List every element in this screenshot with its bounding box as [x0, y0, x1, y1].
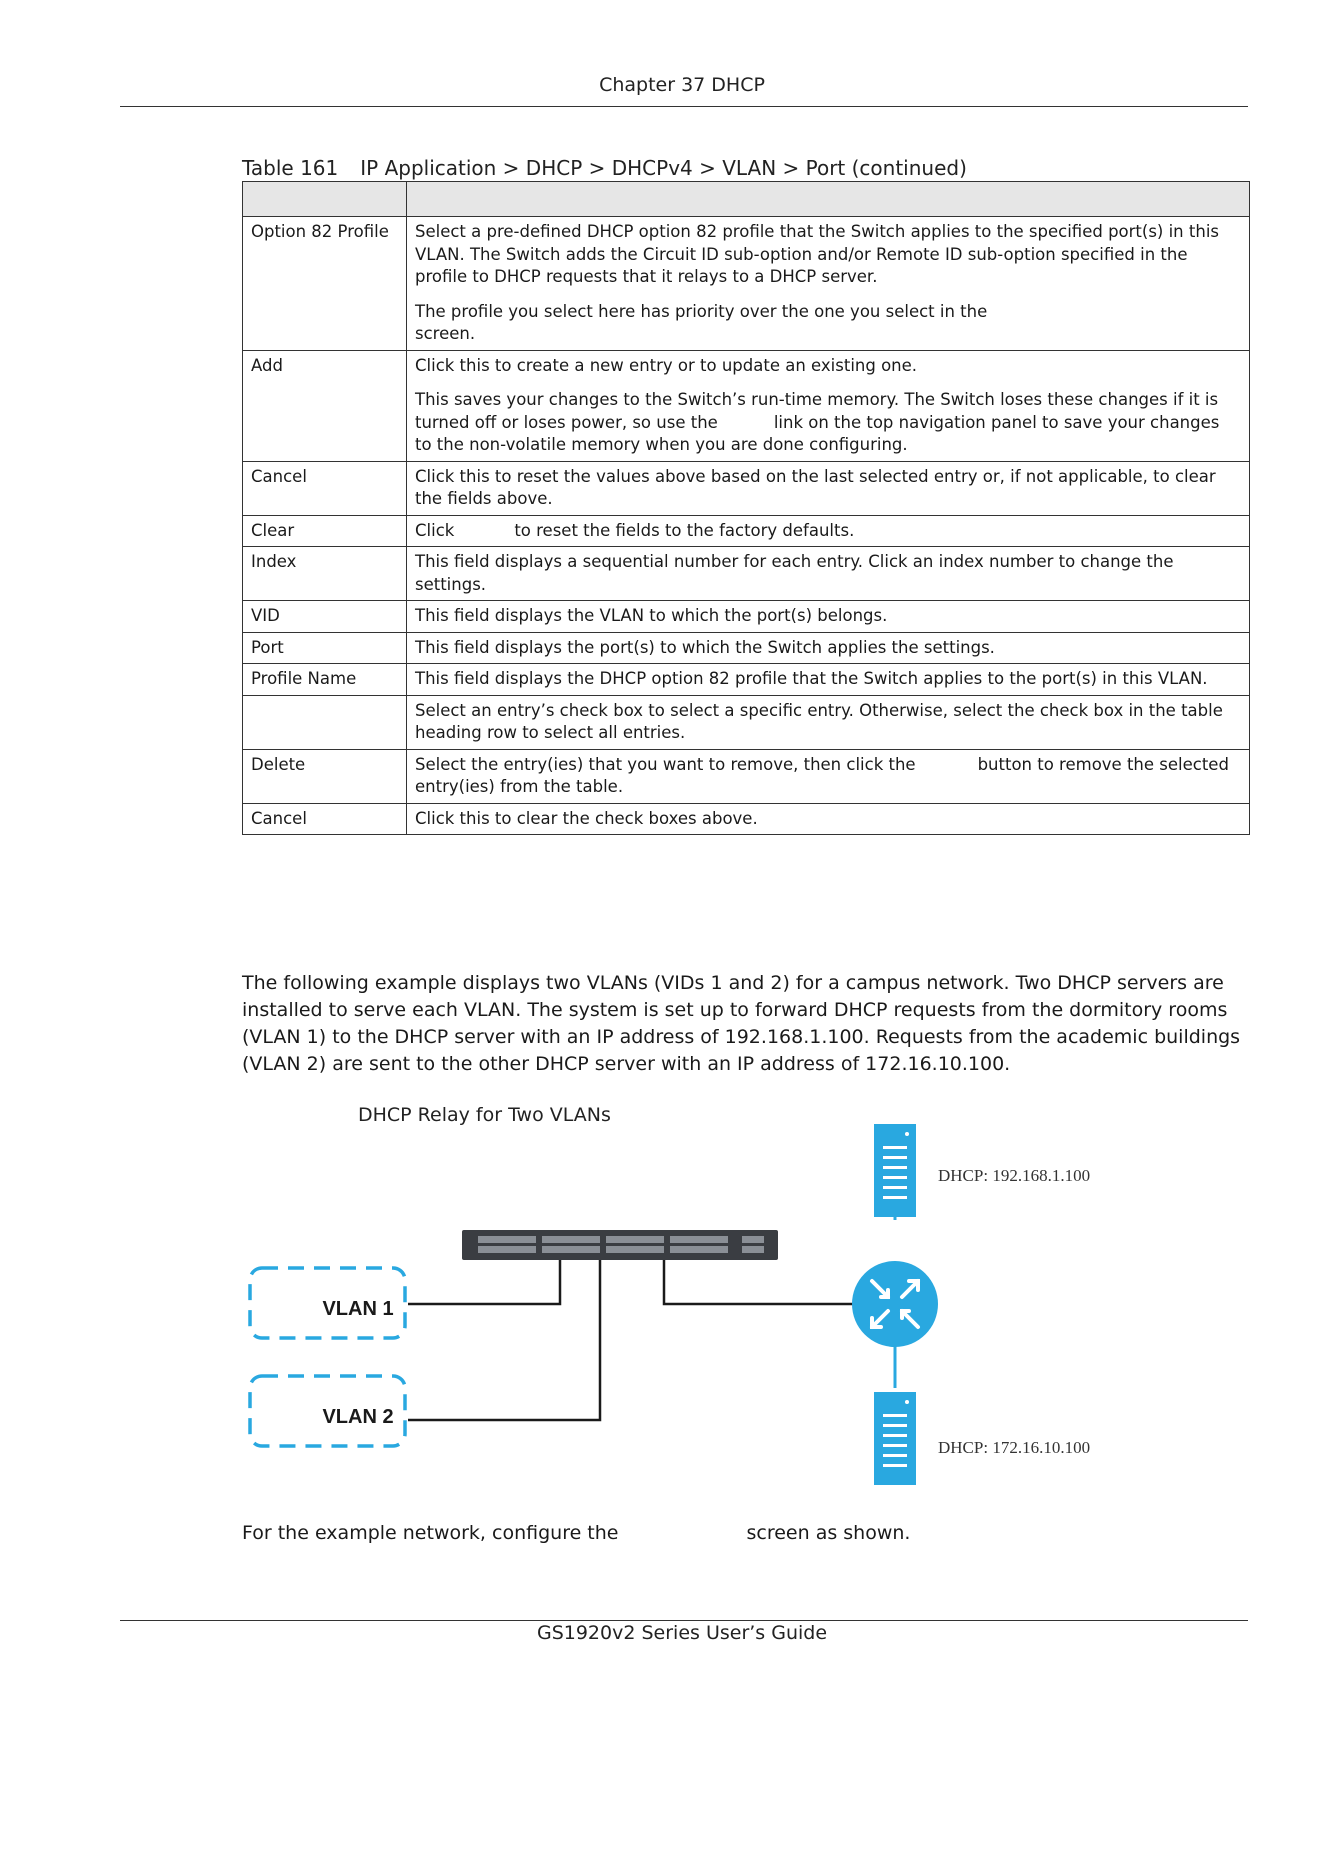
footer-title: GS1920v2 Series User’s Guide: [536, 1622, 828, 1644]
row-description: [407, 515, 1250, 547]
row-desc-text: The profile you select here has priority over the one you select in the: [415, 301, 988, 321]
instruction-text: screen as shown.: [746, 1522, 911, 1544]
row-label: Cancel: [243, 461, 407, 515]
table-caption-number: Table 161: [242, 156, 339, 180]
row-label: Cancel: [243, 803, 407, 835]
router-icon: [852, 1261, 938, 1347]
row-desc-para: Select a pre-defined DHCP option 82 profile that the Switch applies to the specified port(s) in this VLAN. The Switch adds the Circuit ID sub-option and/or Remote ID sub-option specified in the profile to DHCP requests that it relays to a DHCP server.: [415, 222, 1219, 286]
table-row: [243, 350, 1250, 461]
vlan1-box: [250, 1268, 405, 1338]
row-label: VID: [243, 601, 407, 633]
row-description: This field displays the port(s) to which the Switch applies the settings.: [407, 632, 1250, 664]
server-icon: [874, 1392, 916, 1485]
table-caption: [242, 156, 967, 180]
instruction-text: For the example network, configure the: [242, 1522, 619, 1544]
row-desc-text: to reset the fields to the factory defaults.: [514, 520, 855, 540]
server-icon: [874, 1124, 916, 1217]
header-divider: [120, 106, 1248, 107]
link-switch-router: [664, 1260, 860, 1304]
vlan2-label: VLAN 2: [322, 1406, 394, 1428]
header-cell-label: [243, 182, 407, 217]
row-description: Select an entry’s check box to select a specific entry. Otherwise, select the check box in the table heading row to select all entries.: [407, 695, 1250, 749]
row-desc-text: This saves your changes to the Switch’s run-time memory. The Switch loses these changes if it is turned off or loses power, so use the: [415, 390, 1219, 432]
table-row: [243, 664, 1250, 696]
switch-icon: [462, 1230, 778, 1260]
field-reference-table: [242, 181, 1250, 835]
row-label: [243, 695, 407, 749]
table-row: [243, 217, 1250, 351]
row-label: Index: [243, 547, 407, 601]
table-row: [243, 695, 1250, 749]
footer-divider: [120, 1620, 1248, 1621]
row-description: This field displays a sequential number for each entry. Click an index number to change the settings.: [407, 547, 1250, 601]
row-description: [407, 749, 1250, 803]
link-vlan1-switch: [408, 1260, 560, 1304]
row-description: [407, 217, 1250, 351]
row-desc-text: link on the top navigation panel to save your changes to the non-volatile memory when you are done configuring.: [415, 412, 1220, 454]
table-row: [243, 601, 1250, 633]
example-paragraph: The following example displays two VLANs (VIDs 1 and 2) for a campus network. Two DHCP servers are installed to serve each VLAN. The system is set up to forward DHCP requests from the dormitory rooms (VLAN 1) to the DHCP server with an IP address of 192.168.1.100. Requests from the academic buildings (VLAN 2) are sent to the other DHCP server with an IP address of 172.16.10.100.: [242, 972, 1241, 1075]
row-description: [407, 350, 1250, 461]
table-row: [243, 803, 1250, 835]
table-header-row: [243, 182, 1250, 217]
row-desc-text: button to remove the selected entry(ies) from the table.: [415, 754, 1229, 796]
network-links: [408, 1260, 860, 1420]
row-desc-para: [415, 389, 1240, 457]
row-desc-text: screen.: [415, 324, 476, 343]
vlan1-label: VLAN 1: [322, 1298, 394, 1320]
row-description: Click this to clear the check boxes above.: [407, 803, 1250, 835]
dhcp-relay-diagram: [240, 1120, 1140, 1510]
table-row: [243, 461, 1250, 515]
server2-label: DHCP: 172.16.10.100: [938, 1438, 1091, 1457]
header-cell-description: [407, 182, 1250, 217]
row-label: Delete: [243, 749, 407, 803]
row-label: Option 82 Profile: [243, 217, 407, 351]
vlan2-box: [250, 1376, 405, 1446]
row-desc-para: Click this to create a new entry or to update an existing one.: [415, 355, 918, 375]
table-row: [243, 515, 1250, 547]
table-caption-text: IP Application > DHCP > DHCPv4 > VLAN > Port (continued): [360, 156, 967, 180]
figure-caption: DHCP Relay for Two VLANs: [358, 1104, 611, 1126]
row-label: Profile Name: [243, 664, 407, 696]
row-desc-text: Select the entry(ies) that you want to remove, then click the: [415, 754, 916, 774]
row-label: Add: [243, 350, 407, 461]
row-description: This field displays the VLAN to which the port(s) belongs.: [407, 601, 1250, 633]
link-vlan2-switch: [408, 1260, 600, 1420]
row-label: Clear: [243, 515, 407, 547]
row-label: Port: [243, 632, 407, 664]
table-row: [243, 749, 1250, 803]
table-row: [243, 547, 1250, 601]
row-description: Click this to reset the values above based on the last selected entry or, if not applicable, to clear the fields above.: [407, 461, 1250, 515]
row-desc-text: Click: [415, 520, 455, 540]
row-description: This field displays the DHCP option 82 profile that the Switch applies to the port(s) in this VLAN.: [407, 664, 1250, 696]
chapter-header: Chapter 37 DHCP: [599, 74, 765, 96]
row-desc-para: [415, 301, 1240, 346]
configure-instruction: [242, 1522, 910, 1544]
table-row: [243, 632, 1250, 664]
server1-label: DHCP: 192.168.1.100: [938, 1166, 1091, 1185]
